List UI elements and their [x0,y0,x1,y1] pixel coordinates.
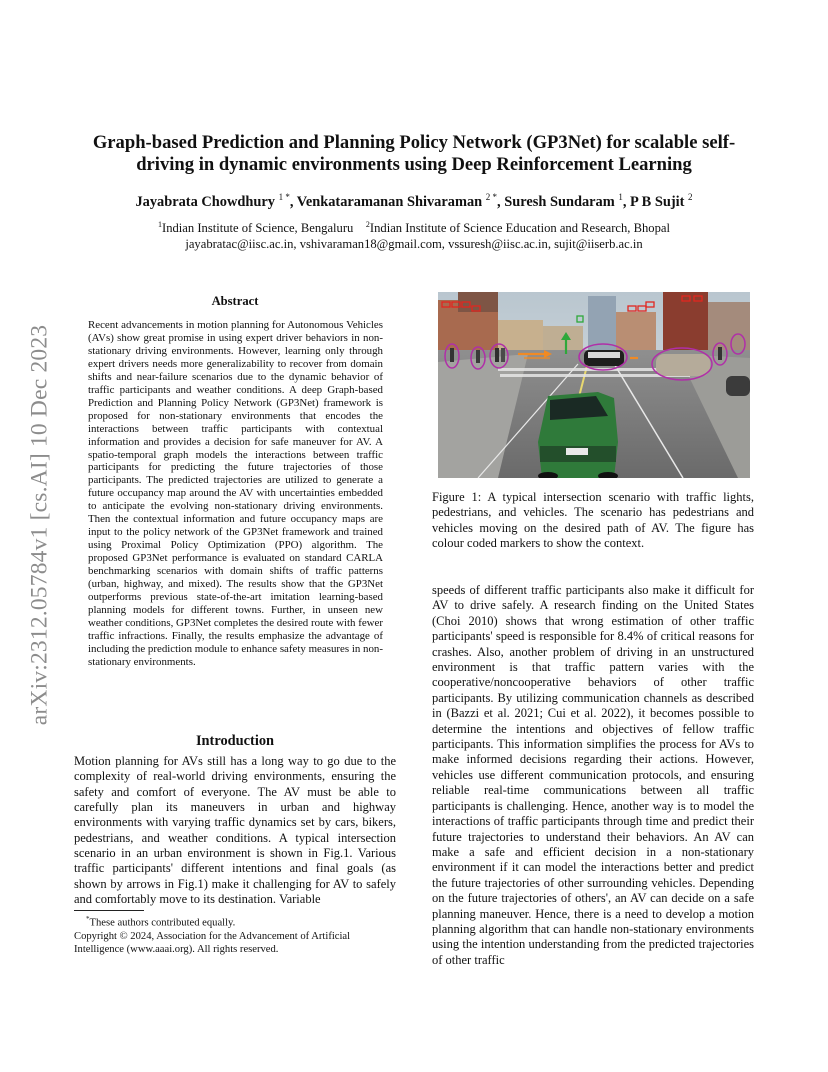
figure-1-image [438,292,750,478]
figure-1-caption: Figure 1: A typical intersection scenario with traffic lights, pedestrians, and vehicles. The scenario has pedestrians and vehicles moving on the desired path of AV. The figure has colour coded markers to show the context. [432,490,754,551]
author-emails: jayabratac@iisc.ac.in, vshivaraman18@gmail.com, vssuresh@iisc.ac.in, sujit@iiserb.ac.in [185,237,643,252]
affiliation-sup: 2 [365,220,370,229]
intersection-scene [438,292,750,478]
author-name: P B Sujit [630,193,685,210]
abstract-body: Recent advancements in motion planning for Autonomous Vehicles (AVs) show great promise in using expert driver behaviors in non-stationary driving environments. However, learning only through expert drivers needs more generalizability to recover from domain shifts and near-failure scenarios due to the dynamic behavior of traffic participants and weather conditions. A deep Graph-based Prediction and Planning Policy Network (GP3Net) framework is proposed for non-stationary environments that encodes the interactions between traffic participants with contextual information and provides a decision for safe maneuver for AV. A spatio-temporal graph models the interactions between traffic participants for predicting the future trajectories of those participants. The predicted trajectories are utilized to generate a future occupancy map around the AV with uncertainties embedded to anticipate the evolving non-stationary driving environments. Then the contextual information and future occupancy maps are input to the policy network of the GP3Net framework and trained using Proximal Policy Optimization (PPO) algorithm. The proposed GP3Net performance is evaluated on standard CARLA benchmarking scenarios with domain shifts of traffic patterns (urban, highway, and mixed). The results show that the GP3Net outperforms previous state-of-the-art imitation learning-based planning models for different towns. Further, in unseen new weather conditions, GP3Net completes the desired route with fewer traffic infractions. Finally, the results emphasize the advantage of including the prediction module to enhance safety measures in non-stationary environments. [88,319,383,668]
author-sup: 2 * [485,192,498,202]
arxiv-identifier-text: arXiv:2312.05784v1 [cs.AI] 10 Dec 2023 [26,324,53,726]
footnote [74,913,396,930]
introduction-paragraph-continued: speeds of different traffic participants also make it difficult for AV to drive safely. A research finding on the United States (Choi 2010) shows that wrong estimation of other traffic participants' speed is responsible for 8.4% of critical reasons for crashes. Also, another problem of driving in an unstructured environment is that traffic pattern varies with the cooperative/noncooperative behaviors of other traffic participants. By utilizing communication channels as described in (Bazzi et al. 2021; Cui et al. 2022), it becomes possible to determine the intentions and objectives of fellow traffic participants. This information simplifies the process for AVs to make informed decisions regarding their actions. However, vehicles use different communication protocols, and ensuring reliable real-time communications between all traffic participants is challenging. Hence, another way is to model the interactions of traffic participants through time and predict their future trajectories to understand their behaviors. An AV can make a safe and efficient decision in a non-stationary environment if it can model the interactions better and predict the future trajectories of other surrounding vehicles. Depending on the future trajectories of others', an AV can decide on a safe planning maneuver. Hence, there is a need to develop a motion planning algorithm that can handle non-stationary environments using the intention understanding from the predicted trajectories of other traffic [432,583,754,967]
affiliation-sup: 1 [158,220,163,229]
introduction-paragraph: Motion planning for AVs still has a long way to go due to the complexity of real-world driving environments, ensuring the safety and comfort of everyone. The AV must be able to carefully plan its maneuvers in urban and highway environments with varying traffic dynamics set by cars, bikers, pedestrians, and weather conditions. A typical intersection scenario in an urban environment is shown in Fig.1. Various traffic participants' different intentions and final goals (as shown by arrows in Fig.1) make it challenging for AV to safely and comfortably move to its destination. Variable [74,754,396,907]
affiliation-name: Indian Institute of Science, Bengaluru [162,221,354,236]
affiliation-line [60,217,768,236]
arxiv-identifier [20,290,60,760]
affiliation-name: Indian Institute of Science Education and Research, Bhopal [369,221,670,236]
footnote-text: These authors contributed equally. [89,917,236,929]
building-tower [588,296,616,356]
author-sup: 1 [618,192,623,202]
author-list: Jayabrata Chowdhury $^{1 *}$, Venkataramanan Shivaraman $^{2 *}$, Suresh Sundaram $^1$, P B Sujit $^2$ [135,192,693,210]
author-name: Suresh Sundaram [504,193,615,210]
paper-title: Graph-based Prediction and Planning Policy Network (GP3Net) for scalable self-driving in dynamic environments using Deep Reinforcement Learning [92,132,736,175]
abstract-heading: Abstract [211,294,259,308]
author-sup: 2 [688,192,693,202]
author-name: Jayabrata Chowdhury [135,193,275,210]
footnote-mark: * [86,915,90,923]
affiliations [60,217,768,252]
footnote-rule [74,910,144,911]
author-name: Venkataramanan Shivaraman [296,193,483,210]
ego-vehicle [538,392,618,478]
author-sup: 1 * [278,192,290,202]
copyright-notice: Copyright © 2024, Association for the Advancement of Artificial Intelligence (www.aaai.org). All rights reserved. [74,930,351,955]
introduction-heading: Introduction [195,733,275,749]
footnotes [74,913,396,956]
